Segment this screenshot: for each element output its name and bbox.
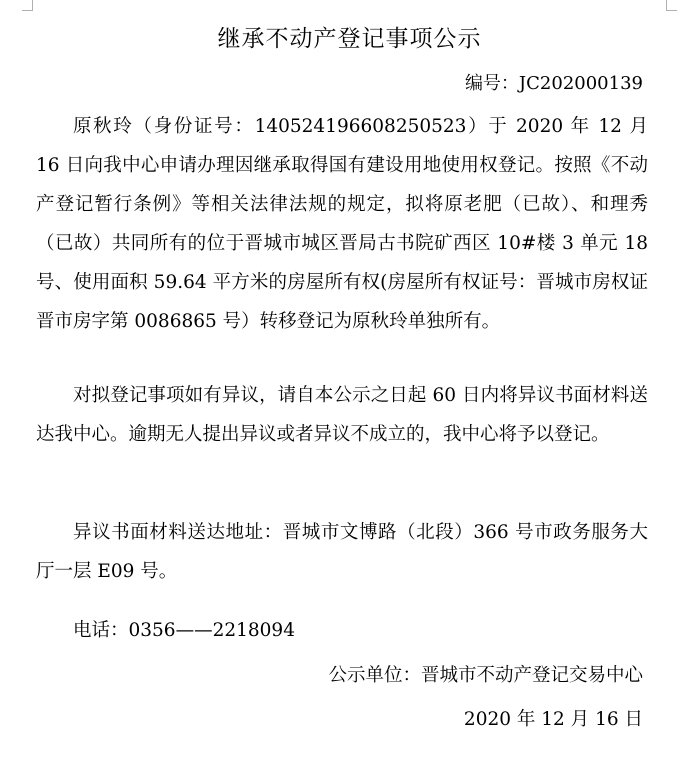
address-paragraph: 异议书面材料送达地址：晋城市文博路（北段）366 号市政务服务大厅一层 E09 号。 <box>36 522 648 582</box>
phone-line: 电话：0356——2218094 <box>73 620 295 641</box>
main-paragraph: 原秋玲（身份证号：140524196608250523）于 2020 年 12 月 16 日向我中心申请办理因继承取得国有建设用地使用权登记。按照《不动产登记暂行条例》等相关法律法规的规定，拟将原老肥（已故）、和理秀（已故）共同所有的位于晋城市城区晋局古书院矿西区 10#楼 3 单元 18 号、使用面积 59.64 平方米的房屋所有权(房屋所有权证号：晋城市房权证晋市房字第 0086865 号）转移登记为原秋玲单独所有。 <box>36 116 648 332</box>
page-corner-mark-left <box>22 0 33 11</box>
objection-paragraph: 对拟登记事项如有异议，请自本公示之日起 60 日内将异议书面材料送达我中心。逾期无人提出异议或者异议不成立的，我中心将予以登记。 <box>36 385 648 445</box>
serial-number: 编号：JC202000139 <box>464 73 643 94</box>
notice-title: 继承不动产登记事项公示 <box>217 26 482 52</box>
page-corner-mark-right <box>666 0 677 11</box>
issuing-unit: 公示单位：晋城市不动产登记交易中心 <box>328 665 643 686</box>
notice-date: 2020 年 12 月 16 日 <box>463 709 643 730</box>
